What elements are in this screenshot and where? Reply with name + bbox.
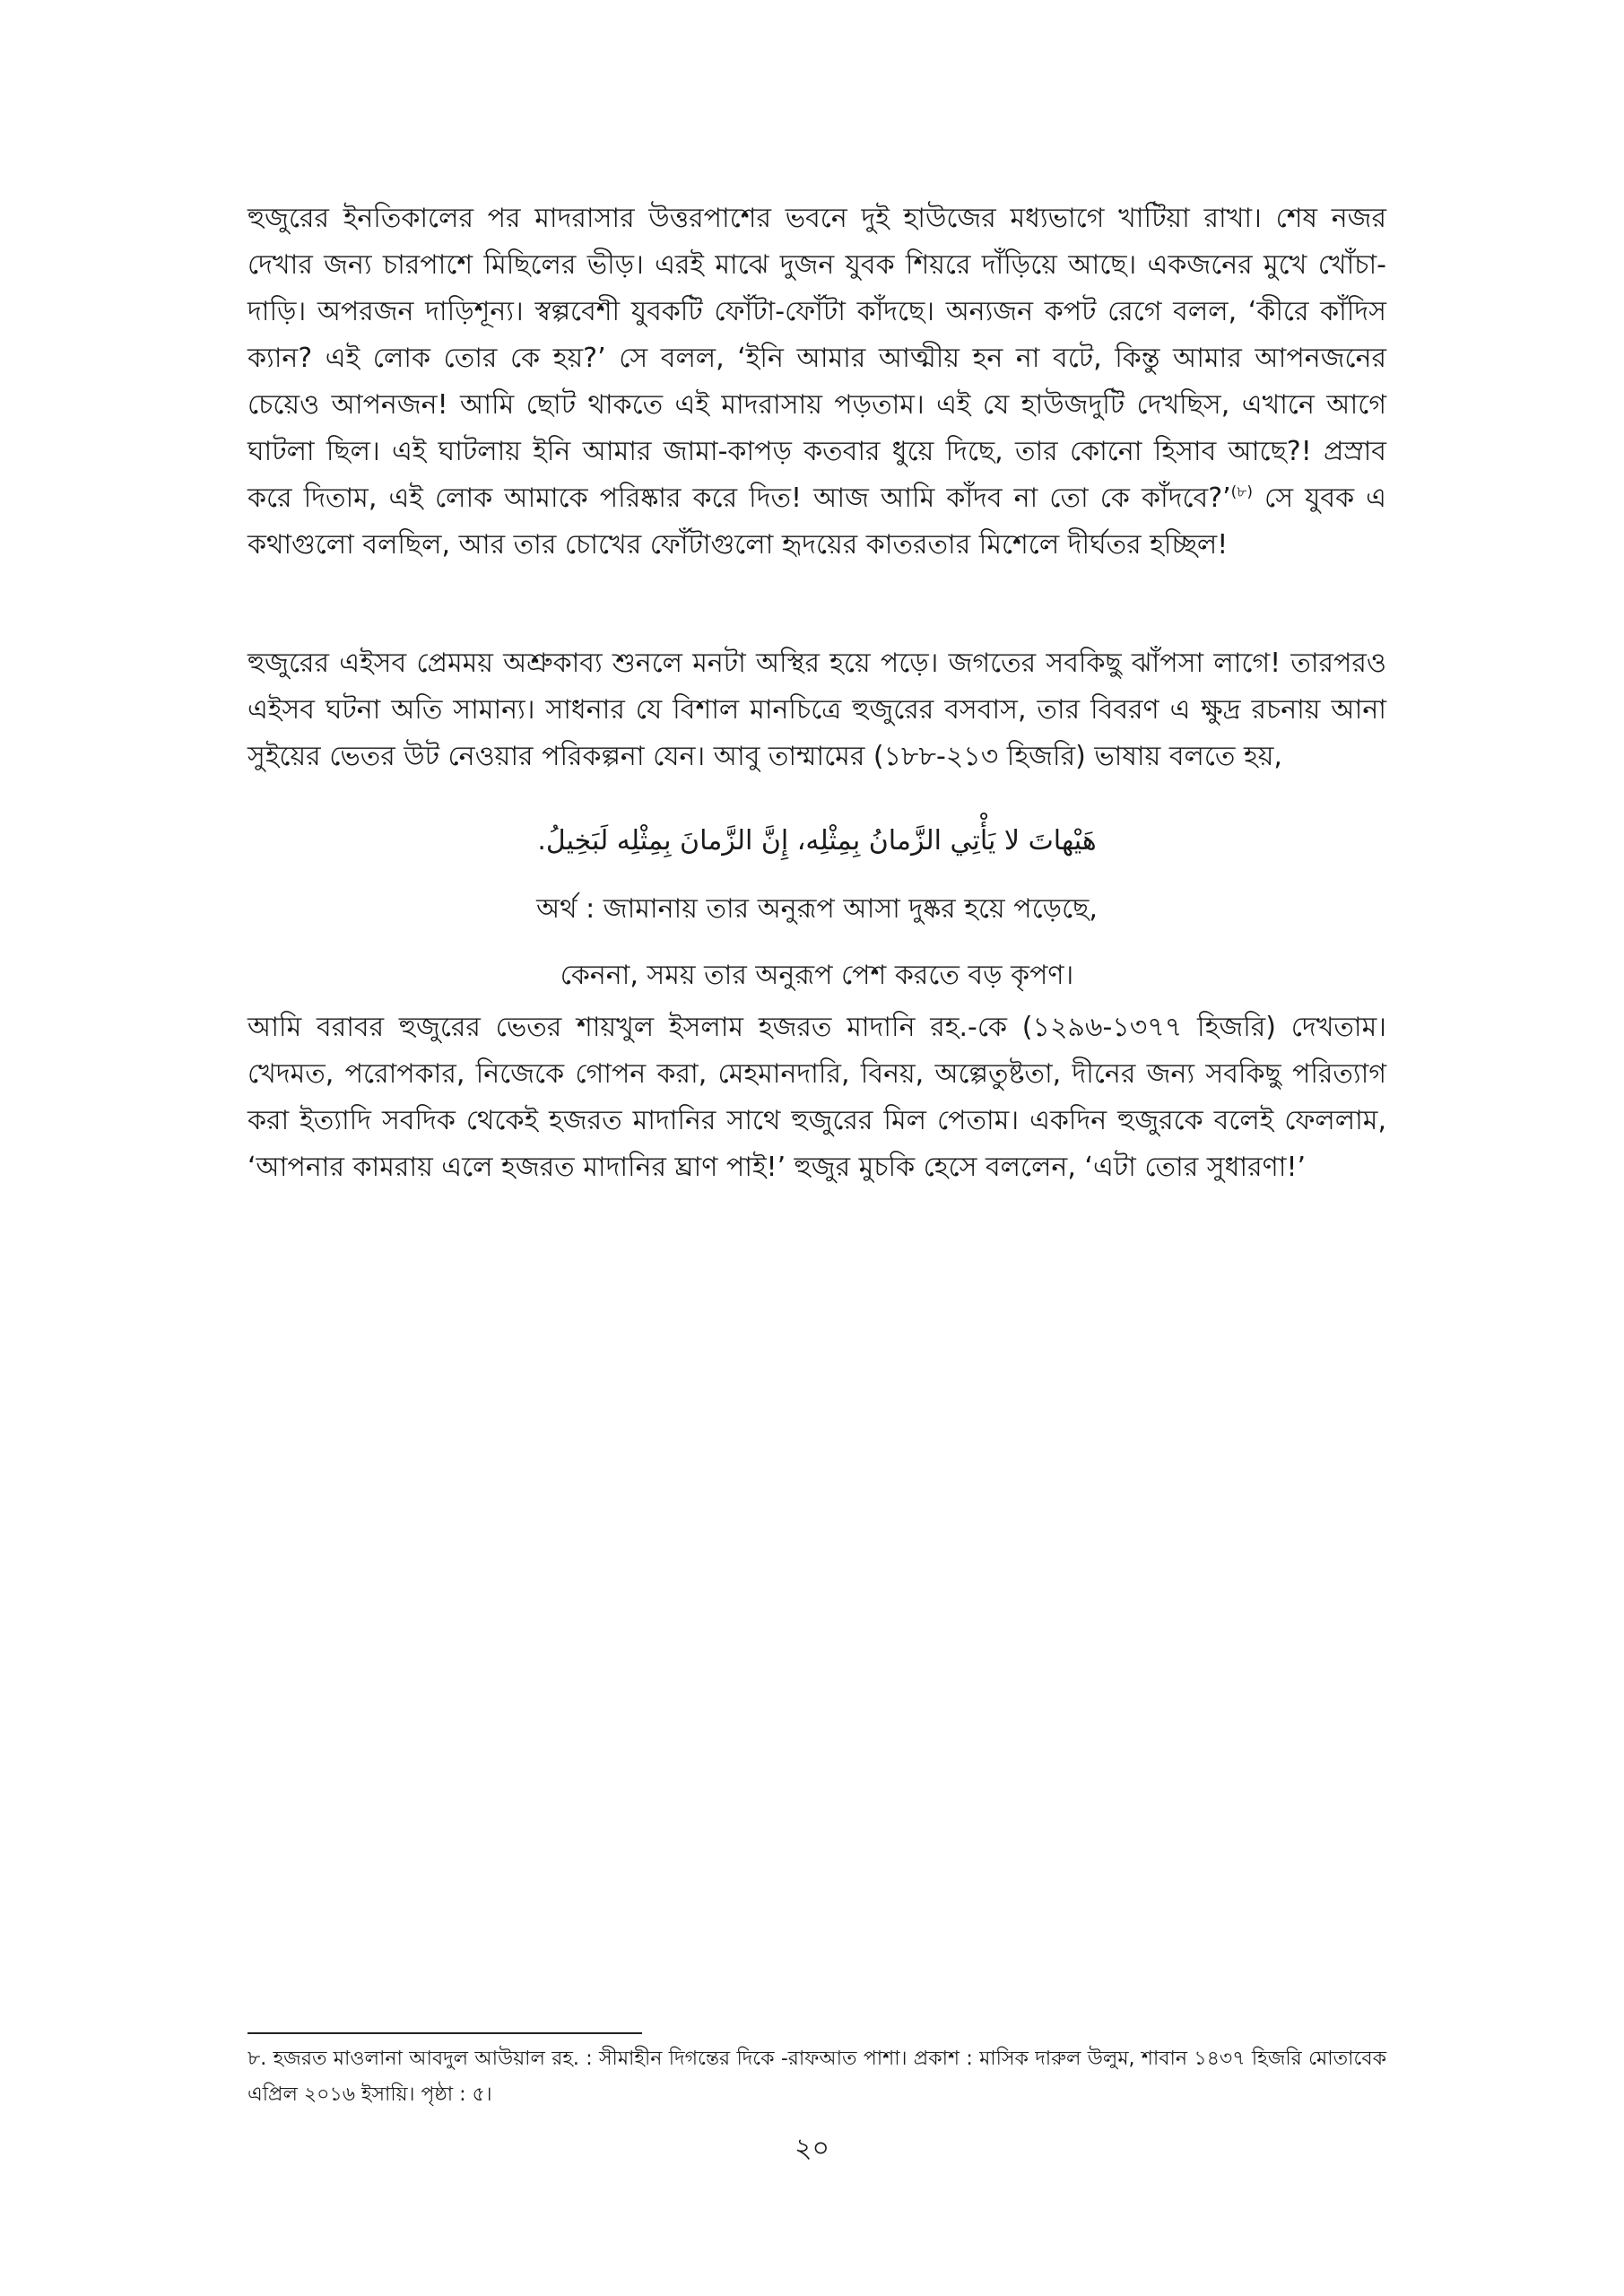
arabic-verse: هَيْهاتَ لا يَأْتِي الزَّمانُ بِمِثْلِه، إِنَّ الزَّمانَ بِمِثْلِه لَبَخِيلُ. [537,825,1097,857]
page-number: ২০ [794,2133,829,2164]
verse-translation-line-1: অর্থ : জামানায় তার অনুরূপ আসা দুষ্কর হয়ে পড়েছে, [536,893,1098,925]
paragraph-1 [248,196,1386,569]
paragraph-2: হুজুরের এইসব প্রেমময় অশ্রুকাব্য শুনলে মনটা অস্থির হয়ে পড়ে। জগতের সবকিছু ঝাঁপসা লাগে! তারপরও এইসব ঘটনা অতি সামান্য। সাধনার যে বিশাল মানচিত্রে হুজুরের বসবাস, তার বিবরণ এ ক্ষুদ্র রচনায় আনা সুইয়ের ভেতর উট নেওয়ার পরিকল্পনা যেন। আবু তাম্মামের (১৮৮-২১৩ হিজরি) ভাষায় বলতে হয়, [248,648,1386,772]
verse-translation-line-2: কেননা, সময় তার অনুরূপ পেশ করতে বড় কৃপণ। [560,960,1074,991]
footnote-divider [248,2032,642,2034]
paragraph-1-tail: সে যুবক এ কথাগুলো বলছিল, আর তার চোখের ফোঁটাগুলো হৃদয়ের কাতরতার মিশেলে দীর্ঘতর হচ্ছিল! [248,483,1387,561]
footnote-reference[interactable]: (৮) [1230,483,1253,501]
paragraph-3: আমি বরাবর হুজুরের ভেতর শায়খুল ইসলাম হজরত মাদানি রহ.-কে (১২৯৬-১৩৭৭ হিজরি) দেখতাম। খেদমত, পরোপকার, নিজেকে গোপন করা, মেহমানদারি, বিনয়, অল্পেতুষ্টতা, দীনের জন্য সবকিছু পরিত্যাগ করা ইত্যাদি সবদিক থেকেই হজরত মাদানির সাথে হুজুরের মিল পেতাম। একদিন হুজুরকে বলেই ফেললাম, ‘আপনার কামরায় এলে হজরত মাদানির ঘ্রাণ পাই!’ হুজুর মুচকি হেসে বললেন, ‘এটা তোর সুধারণা!’ [248,1012,1386,1183]
paragraph-1-text: হুজুরের ইনতিকালের পর মাদরাসার উত্তরপাশের ভবনে দুই হাউজের মধ্যভাগে খাটিয়া রাখা। শেষ নজর দেখার জন্য চারপাশে মিছিলের ভীড়। এরই মাঝে দুজন যুবক শিয়রে দাঁড়িয়ে আছে। একজনের মুখে খোঁচা-দাড়ি। অপরজন দাড়িশূন্য। স্বল্পবেশী যুবকটি ফোঁটা-ফোঁটা কাঁদছে। অন্যজন কপট রেগে বলল, ‘কীরে কাঁদিস ক্যান? এই লোক তোর কে হয়?’ সে বলল, ‘ইনি আমার আত্মীয় হন না বটে, কিন্তু আমার আপনজনের চেয়েও আপনজন! আমি ছোট থাকতে এই মাদরাসায় পড়তাম। এই যে হাউজদুটি দেখছিস, এখানে আগে ঘাটলা ছিল। এই ঘাটলায় ইনি আমার জামা-কাপড় কতবার ধুয়ে দিছে, তার কোনো হিসাব আছে?! প্রস্রাব করে দিতাম, এই লোক আমাকে পরিষ্কার করে দিত! আজ আমি কাঁদব না তো কে কাঁদবে?’ [248,203,1386,514]
footnote: ৮. হজরত মাওলানা আবদুল আউয়াল রহ. : সীমাহীন দিগন্তের দিকে -রাফআত পাশা। প্রকাশ : মাসিক দারুল উলুম, শাবান ১৪৩৭ হিজরি মোতাবেক এপ্রিল ২০১৬ ইসায়ি। পৃষ্ঠা : ৫। [248,2048,1386,2106]
